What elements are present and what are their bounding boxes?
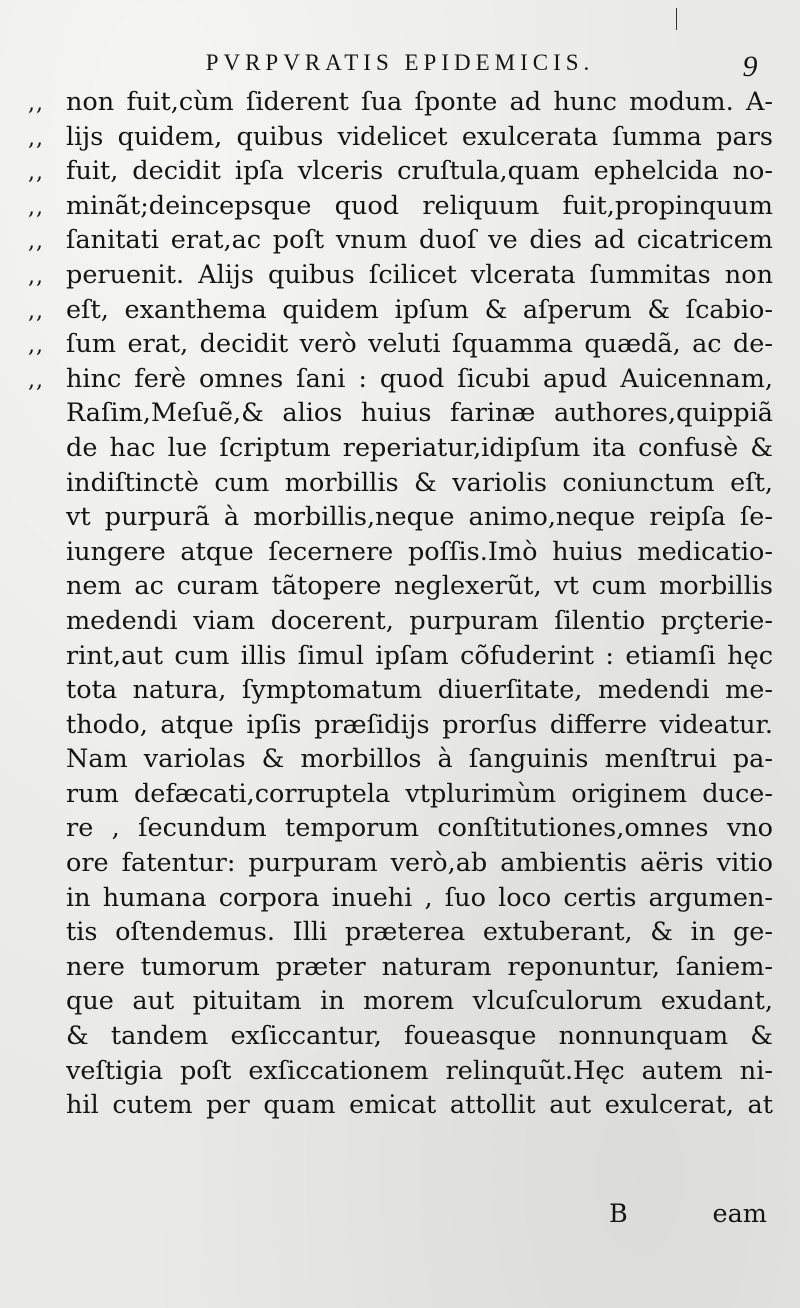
- line-text: ſum erat, decidit verò veluti ſquamma quædã, ac de-: [66, 329, 773, 360]
- text-line: [28, 500, 773, 535]
- text-line: [28, 673, 773, 708]
- line-text: minãt;deincepsque quod reliquum fuit,propinquum: [66, 190, 773, 221]
- line-text: veſtigia poſt exſiccationem relinquũt.Hęc autem ni-: [66, 1055, 773, 1086]
- text-line: [28, 1054, 773, 1089]
- text-line: [28, 777, 773, 812]
- line-text: eſt, exanthema quidem ipſum & aſperum & ſcabio-: [66, 294, 773, 325]
- marginal-quote-mark: ,,: [28, 367, 44, 393]
- line-text: peruenit. Alijs quibus ſcilicet vlcerata ſummitas non: [66, 259, 773, 290]
- line-text: lijs quidem, quibus videlicet exulcerata ſumma pars: [66, 121, 773, 152]
- fold-mark: [676, 8, 677, 30]
- line-text: Nam variolas & morbillos à ſanguinis menſtrui pa-: [66, 744, 773, 775]
- text-line: [28, 85, 773, 120]
- text-line: [28, 881, 773, 916]
- line-text: rum defæcati,corruptela vtplurimùm originem duce-: [66, 778, 773, 809]
- line-text: nem ac curam tãtopere neglexerũt, vt cum morbillis: [66, 571, 773, 602]
- text-line: [28, 431, 773, 466]
- text-line: [28, 258, 773, 293]
- text-line: [28, 396, 773, 431]
- line-text: vt purpurã à morbillis,neque animo,neque reipſa ſe-: [66, 502, 773, 533]
- text-line: [28, 293, 773, 328]
- page-number: 9: [742, 50, 758, 83]
- line-text: ſanitati erat,ac poſt vnum duoſ ve dies ad cicatricem: [66, 225, 773, 256]
- line-text: non fuit,cùm ſiderent ſua ſponte ad hunc modum. A-: [66, 87, 773, 117]
- line-text: Raſim,Meſuẽ,& alios huius farinæ authores,quippiã: [66, 398, 773, 429]
- text-line: [28, 120, 773, 155]
- marginal-quote-mark: ,,: [28, 333, 44, 359]
- marginal-quote-mark: ,,: [28, 160, 44, 186]
- body-text: [28, 85, 773, 1123]
- text-line: [28, 846, 773, 881]
- text-line: [28, 154, 773, 189]
- text-line: [28, 950, 773, 985]
- running-title: PVRPVRATIS EPIDEMICIS.: [205, 50, 595, 75]
- line-text: hinc ferè omnes ſani : quod ſicubi apud Auicennam,: [66, 363, 773, 394]
- line-text: que aut pituitam in morem vlcuſculorum exudant,: [66, 986, 773, 1017]
- catchline: [28, 1196, 773, 1232]
- line-text: thodo, atque ipſis præſidijs prorſus differre videatur.: [66, 709, 773, 740]
- text-line: [28, 327, 773, 362]
- marginal-quote-mark: ,,: [28, 125, 44, 151]
- line-text: nere tumorum præter naturam reponuntur, ſaniem-: [66, 951, 773, 982]
- line-text: in humana corpora inuehi , ſuo loco certis argumen-: [66, 882, 773, 913]
- line-text: medendi viam docerent, purpuram ſilentio prçterie-: [66, 605, 773, 636]
- signature-mark: B: [609, 1199, 628, 1229]
- line-text: tota natura, ſymptomatum diuerſitate, medendi me-: [66, 675, 773, 706]
- text-line: [28, 604, 773, 639]
- line-text: rint,aut cum illis ſimul ipſam cõfuderint : etiamſi hęc: [66, 640, 773, 671]
- text-line: [28, 362, 773, 397]
- catchword: eam: [712, 1199, 767, 1229]
- text-line: [28, 811, 773, 846]
- text-line: [28, 1088, 773, 1123]
- line-text: indiſtinctè cum morbillis & variolis coniunctum eſt,: [66, 467, 773, 498]
- text-line: [28, 639, 773, 674]
- text-line: [28, 223, 773, 258]
- line-text: iungere atque ſecernere poſſis.Imò huius medicatio-: [66, 536, 773, 567]
- text-line: [28, 708, 773, 743]
- text-line: [28, 1019, 773, 1054]
- line-text: de hac lue ſcriptum reperiatur,idipſum ita confusè &: [66, 432, 773, 463]
- line-text: hil cutem per quam emicat attollit aut exulcerat, at: [66, 1090, 773, 1121]
- marginal-quote-mark: ,,: [28, 298, 44, 324]
- text-line: [28, 535, 773, 570]
- marginal-quote-mark: ,,: [28, 91, 44, 116]
- text-line: [28, 569, 773, 604]
- text-line: [28, 915, 773, 950]
- line-text: re , ſecundum temporum conſtitutiones,omnes vno: [66, 813, 773, 844]
- marginal-quote-mark: ,,: [28, 263, 44, 289]
- text-line: [28, 189, 773, 224]
- text-line: [28, 742, 773, 777]
- marginal-quote-mark: ,,: [28, 229, 44, 255]
- text-line: [28, 466, 773, 501]
- text-line: [28, 984, 773, 1019]
- line-text: tis oſtendemus. Illi præterea extuberant, & in ge-: [66, 917, 773, 948]
- marginal-quote-mark: ,,: [28, 194, 44, 220]
- line-text: fuit, decidit ipſa vlceris cruſtula,quam ephelcida no-: [66, 156, 773, 187]
- line-text: & tandem exſiccantur, foueasque nonnunquam &: [66, 1021, 773, 1052]
- line-text: ore fatentur: purpuram verò,ab ambientis aëris vitio: [66, 848, 773, 879]
